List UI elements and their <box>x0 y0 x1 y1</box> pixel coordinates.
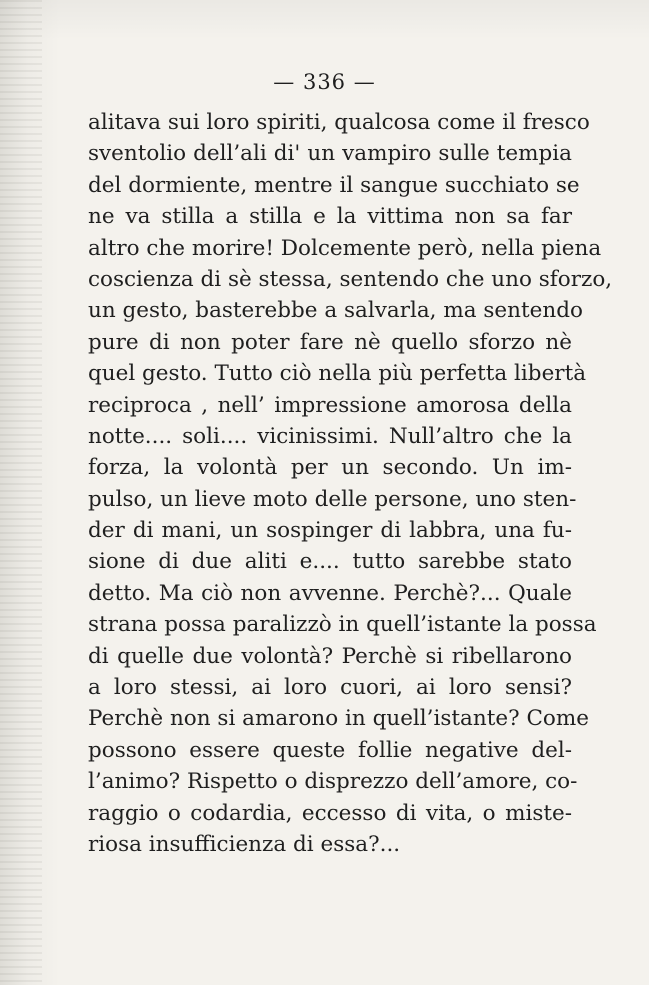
text-line: sventolio dell’ali di' un vampiro sulle tempia <box>88 141 572 167</box>
text-line: alitava sui loro spiriti, qualcosa come il fresco <box>88 110 590 135</box>
binding-edge <box>0 0 42 985</box>
text-line: a loro stessi, ai loro cuori, ai loro sensi? <box>88 675 572 701</box>
text-line: del dormiente, mentre il sangue succhiato se <box>88 172 580 198</box>
text-line: pure di non poter fare nè quello sforzo nè <box>88 329 572 355</box>
text-line: pulso, un lieve moto delle persone, uno sten- <box>88 486 577 512</box>
page-number: — 336 — <box>273 70 376 94</box>
text-line: di quelle due volontà? Perchè si ribellarono <box>88 643 572 669</box>
text-line: sione di due aliti e.... tutto sarebbe stato <box>88 549 572 575</box>
text-line: ne va stilla a stilla e la vittima non sa far <box>88 204 572 230</box>
text-line: reciproca , nell’ impressione amorosa della <box>88 392 572 418</box>
text-line: der di mani, un sospinger di labbra, una fu- <box>88 518 572 544</box>
text-line: coscienza di sè stessa, sentendo che uno sforzo, <box>88 266 613 292</box>
text-line: detto. Ma ciò non avvenne. Perchè?... Quale <box>88 580 572 606</box>
text-line: un gesto, basterebbe a salvarla, ma sentendo <box>88 298 583 324</box>
text-line: possono essere queste follie negative del- <box>88 737 572 763</box>
text-line: l’animo? Rispetto o disprezzo dell’amore, co- <box>88 769 578 795</box>
text-line: Perchè non si amarono in quell’istante? Come <box>88 706 589 732</box>
text-line: notte.... soli.... vicinissimi. Null’altro che la <box>88 423 572 449</box>
text-body <box>88 107 613 860</box>
text-line: strana possa paralizzò in quell’istante la possa <box>88 612 597 638</box>
text-line: quel gesto. Tutto ciò nella più perfetta libertà <box>88 361 587 387</box>
text-line: altro che morire! Dolcemente però, nella piena <box>88 235 602 261</box>
text-line: riosa insufficienza di essa?... <box>88 831 401 857</box>
text-line: forza, la volontà per un secondo. Un im- <box>88 455 572 481</box>
text-line: raggio o codardia, eccesso di vita, o miste- <box>88 800 572 826</box>
